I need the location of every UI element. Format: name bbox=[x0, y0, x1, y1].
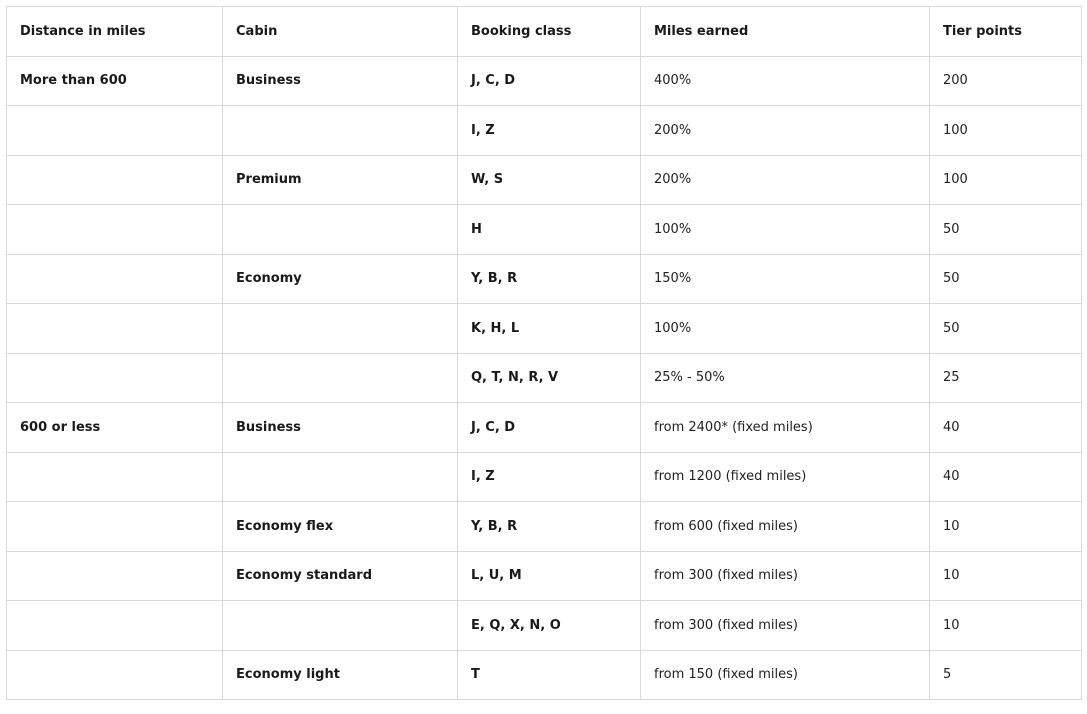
cell-cabin bbox=[223, 601, 458, 651]
cell-booking-class: H bbox=[458, 205, 641, 255]
cell-booking-class: W, S bbox=[458, 155, 641, 205]
cell-cabin bbox=[223, 304, 458, 354]
cell-tier-points: 50 bbox=[930, 254, 1082, 304]
table-row bbox=[7, 205, 1082, 255]
cell-tier-points: 100 bbox=[930, 106, 1082, 156]
cell-cabin bbox=[223, 452, 458, 502]
cell-tier-points: 40 bbox=[930, 403, 1082, 453]
cell-cabin: Business bbox=[223, 403, 458, 453]
cell-miles-earned: from 600 (fixed miles) bbox=[641, 502, 930, 552]
table-row bbox=[7, 502, 1082, 552]
cell-distance bbox=[7, 452, 223, 502]
cell-miles-earned: 25% - 50% bbox=[641, 353, 930, 403]
cell-distance bbox=[7, 353, 223, 403]
cell-booking-class: Q, T, N, R, V bbox=[458, 353, 641, 403]
cell-tier-points: 200 bbox=[930, 56, 1082, 106]
cell-distance bbox=[7, 601, 223, 651]
cell-booking-class: I, Z bbox=[458, 106, 641, 156]
header-distance: Distance in miles bbox=[7, 7, 223, 57]
cell-tier-points: 10 bbox=[930, 551, 1082, 601]
cell-miles-earned: 200% bbox=[641, 106, 930, 156]
table-row bbox=[7, 254, 1082, 304]
cell-miles-earned: from 1200 (fixed miles) bbox=[641, 452, 930, 502]
cell-distance bbox=[7, 551, 223, 601]
cell-miles-earned: 100% bbox=[641, 304, 930, 354]
cell-booking-class: J, C, D bbox=[458, 403, 641, 453]
table-row bbox=[7, 403, 1082, 453]
cell-distance: 600 or less bbox=[7, 403, 223, 453]
cell-booking-class: I, Z bbox=[458, 452, 641, 502]
cell-tier-points: 10 bbox=[930, 601, 1082, 651]
cell-miles-earned: 100% bbox=[641, 205, 930, 255]
cell-miles-earned: from 300 (fixed miles) bbox=[641, 601, 930, 651]
header-tier-points: Tier points bbox=[930, 7, 1082, 57]
table-row bbox=[7, 650, 1082, 700]
cell-tier-points: 50 bbox=[930, 205, 1082, 255]
cell-distance bbox=[7, 205, 223, 255]
cell-booking-class: T bbox=[458, 650, 641, 700]
header-cabin: Cabin bbox=[223, 7, 458, 57]
cell-distance bbox=[7, 502, 223, 552]
table-row bbox=[7, 106, 1082, 156]
cell-cabin: Economy bbox=[223, 254, 458, 304]
cell-booking-class: Y, B, R bbox=[458, 254, 641, 304]
cell-tier-points: 25 bbox=[930, 353, 1082, 403]
cell-tier-points: 5 bbox=[930, 650, 1082, 700]
cell-tier-points: 10 bbox=[930, 502, 1082, 552]
cell-cabin bbox=[223, 106, 458, 156]
cell-booking-class: Y, B, R bbox=[458, 502, 641, 552]
cell-distance bbox=[7, 155, 223, 205]
cell-miles-earned: 150% bbox=[641, 254, 930, 304]
header-booking-class: Booking class bbox=[458, 7, 641, 57]
cell-cabin: Economy light bbox=[223, 650, 458, 700]
table-row bbox=[7, 452, 1082, 502]
cell-cabin: Economy standard bbox=[223, 551, 458, 601]
cell-tier-points: 100 bbox=[930, 155, 1082, 205]
cell-tier-points: 40 bbox=[930, 452, 1082, 502]
cell-miles-earned: from 2400* (fixed miles) bbox=[641, 403, 930, 453]
miles-earning-table bbox=[6, 6, 1082, 700]
cell-distance bbox=[7, 106, 223, 156]
cell-tier-points: 50 bbox=[930, 304, 1082, 354]
miles-table-container bbox=[6, 6, 1082, 700]
cell-cabin bbox=[223, 353, 458, 403]
cell-booking-class: L, U, M bbox=[458, 551, 641, 601]
cell-booking-class: K, H, L bbox=[458, 304, 641, 354]
header-miles-earned: Miles earned bbox=[641, 7, 930, 57]
table-body bbox=[7, 56, 1082, 700]
table-row bbox=[7, 56, 1082, 106]
cell-cabin: Premium bbox=[223, 155, 458, 205]
cell-cabin: Business bbox=[223, 56, 458, 106]
cell-miles-earned: 200% bbox=[641, 155, 930, 205]
cell-miles-earned: from 150 (fixed miles) bbox=[641, 650, 930, 700]
table-header-row bbox=[7, 7, 1082, 57]
table-row bbox=[7, 551, 1082, 601]
cell-distance bbox=[7, 650, 223, 700]
table-row bbox=[7, 304, 1082, 354]
cell-cabin: Economy flex bbox=[223, 502, 458, 552]
table-row bbox=[7, 353, 1082, 403]
cell-miles-earned: from 300 (fixed miles) bbox=[641, 551, 930, 601]
cell-booking-class: E, Q, X, N, O bbox=[458, 601, 641, 651]
table-row bbox=[7, 155, 1082, 205]
cell-distance bbox=[7, 254, 223, 304]
table-row bbox=[7, 601, 1082, 651]
cell-distance: More than 600 bbox=[7, 56, 223, 106]
cell-distance bbox=[7, 304, 223, 354]
cell-booking-class: J, C, D bbox=[458, 56, 641, 106]
cell-cabin bbox=[223, 205, 458, 255]
cell-miles-earned: 400% bbox=[641, 56, 930, 106]
